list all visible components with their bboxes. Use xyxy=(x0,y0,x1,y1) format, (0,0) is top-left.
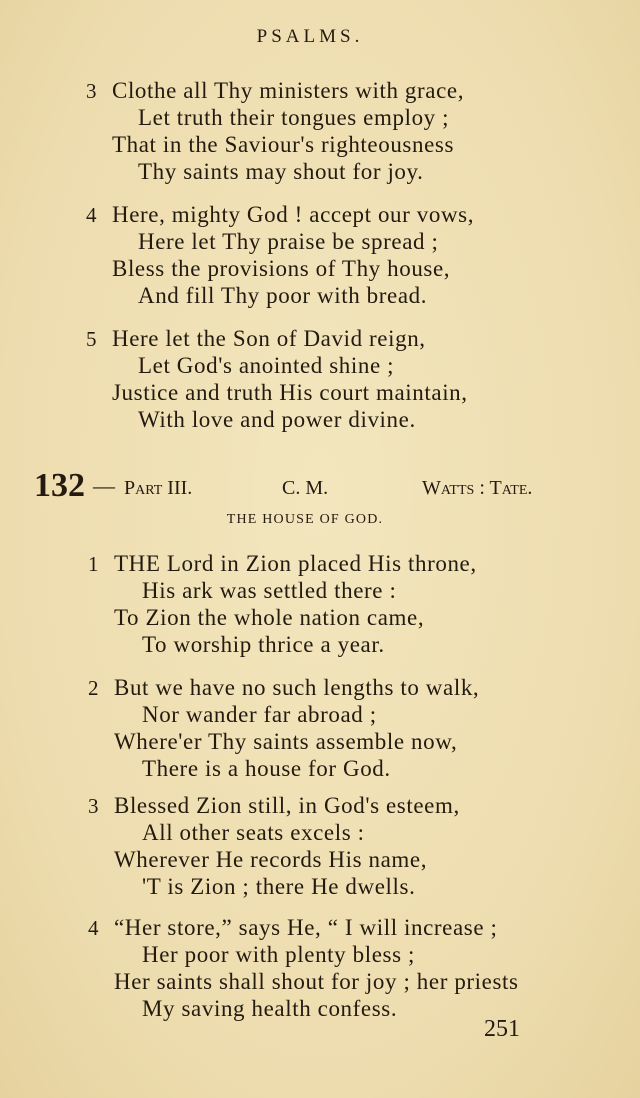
hymn-author: Watts : Tate. xyxy=(422,477,533,499)
stanza-number: 1 xyxy=(88,552,99,576)
stanza-number: 2 xyxy=(88,676,99,700)
stanza-number: 4 xyxy=(86,203,97,227)
stanza-number: 4 xyxy=(88,916,99,940)
stanza-line: My saving health confess. xyxy=(142,996,398,1021)
stanza-line: Where'er Thy saints assemble now, xyxy=(114,729,458,754)
stanza-line: That in the Saviour's righteousness xyxy=(112,132,454,157)
stanza-line: Here, mighty God ! accept our vows, xyxy=(112,202,475,227)
stanza-line: “Her store,” says He, “ I will increase ; xyxy=(114,915,498,940)
stanza-line: Wherever He records His name, xyxy=(114,847,428,872)
stanza-line: Clothe all Thy ministers with grace, xyxy=(112,78,465,103)
hymn-title: THE HOUSE OF GOD. xyxy=(226,512,384,527)
stanza-line: Her saints shall shout for joy ; her priests xyxy=(114,969,519,994)
stanza-number: 5 xyxy=(86,327,97,351)
stanza-line: With love and power divine. xyxy=(138,407,416,432)
stanza-line: Nor wander far abroad ; xyxy=(142,702,377,727)
running-head: PSALMS. xyxy=(256,26,364,47)
stanza-line: To worship thrice a year. xyxy=(142,632,385,657)
stanza-line: Here let the Son of David reign, xyxy=(112,326,426,351)
hymn-meter: C. M. xyxy=(282,477,329,499)
stanza-line: Blessed Zion still, in God's esteem, xyxy=(114,793,460,818)
stanza-number: 3 xyxy=(86,79,97,103)
stanza-line: Bless the provisions of Thy house, xyxy=(112,256,451,281)
stanza-line: THE Lord in Zion placed His throne, xyxy=(114,551,477,576)
stanza-line: Here let Thy praise be spread ; xyxy=(138,229,439,254)
stanza-line: To Zion the whole nation came, xyxy=(114,605,425,630)
hymn-number: 132 xyxy=(34,467,85,504)
hymn-header xyxy=(0,466,640,506)
stanza-number: 3 xyxy=(88,794,99,818)
hymn-dash: — xyxy=(93,473,115,498)
stanza-line: But we have no such lengths to walk, xyxy=(114,675,480,700)
page-number: 251 xyxy=(484,1016,520,1042)
stanza-line: 'T is Zion ; there He dwells. xyxy=(142,874,416,899)
stanza-line: All other seats excels : xyxy=(142,820,365,845)
stanza-line: There is a house for God. xyxy=(142,756,391,781)
stanza-line: Let God's anointed shine ; xyxy=(138,353,395,378)
stanza-line: And fill Thy poor with bread. xyxy=(138,283,428,308)
stanza-line: Her poor with plenty bless ; xyxy=(142,942,415,967)
stanza-line: His ark was settled there : xyxy=(142,578,397,603)
stanza-line: Justice and truth His court maintain, xyxy=(112,380,468,405)
hymn-part: Part III. xyxy=(124,477,193,499)
stanza-line: Thy saints may shout for joy. xyxy=(138,159,424,184)
stanza-line: Let truth their tongues employ ; xyxy=(138,105,450,130)
